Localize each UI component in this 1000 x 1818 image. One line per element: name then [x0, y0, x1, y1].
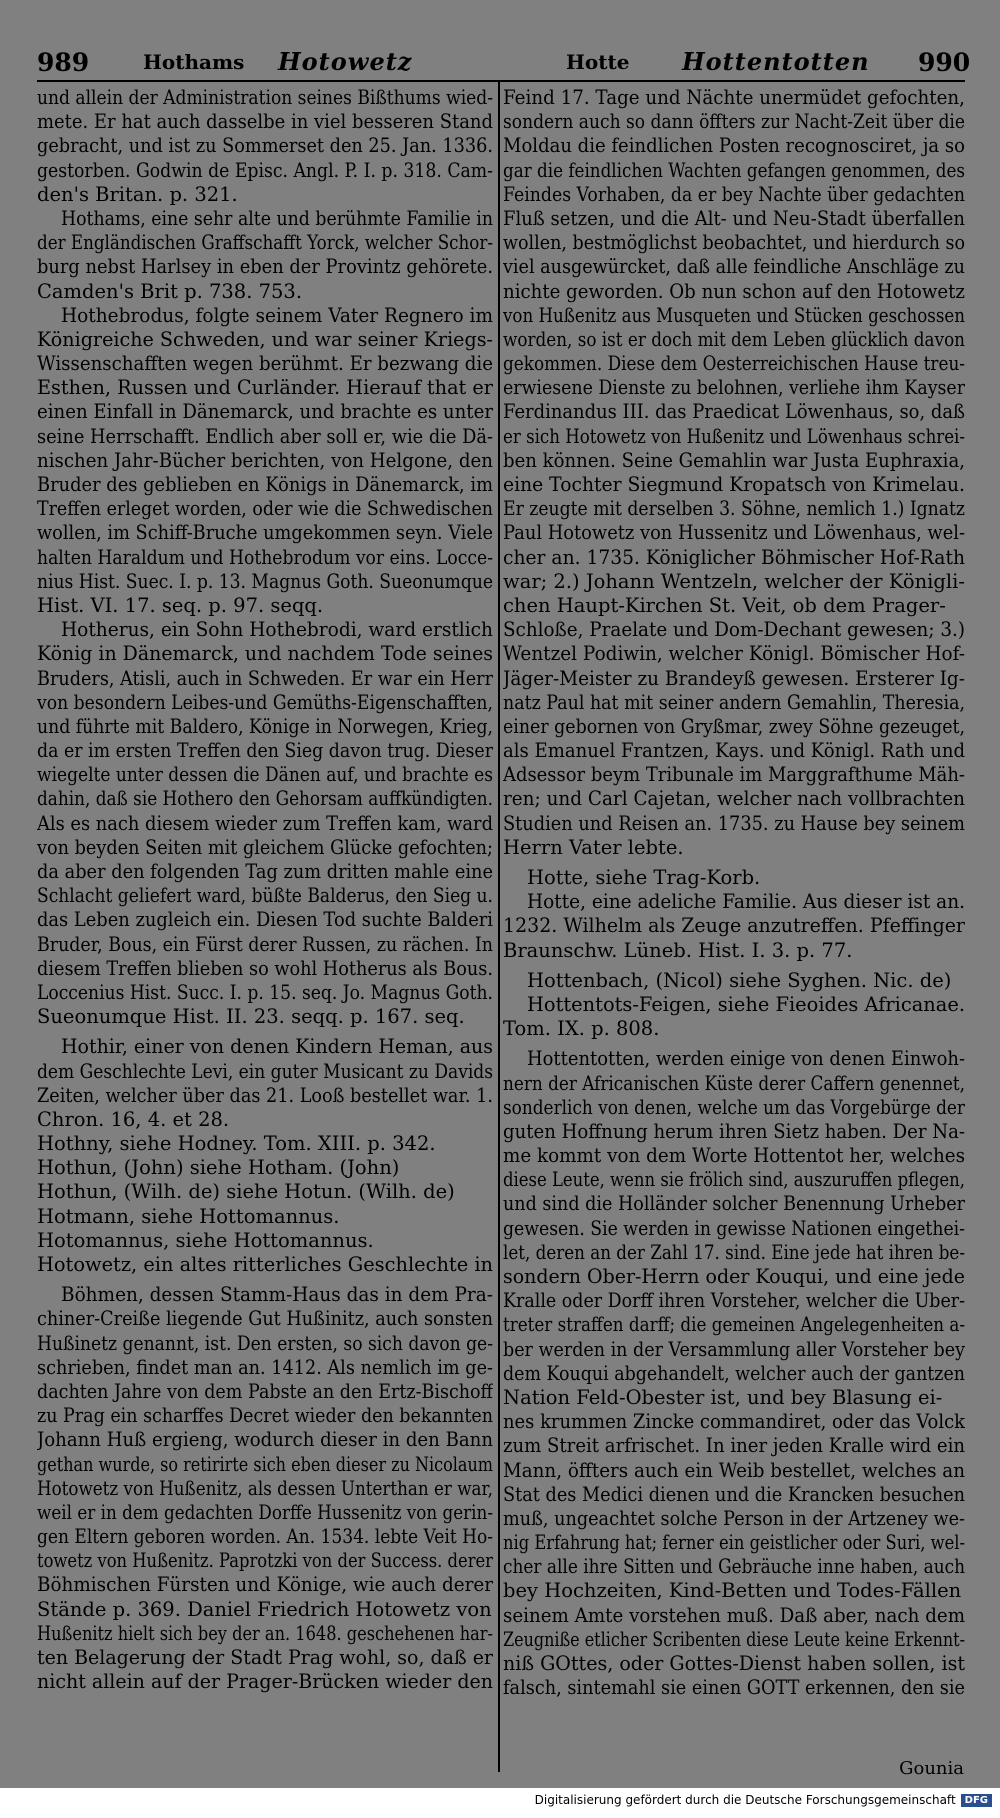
text-line: gen Eltern geboren worden. An. 1534. lebte Veit Ho- — [37, 1525, 493, 1549]
header-fraktur-left: Hotowetz — [278, 47, 413, 76]
text-line: Böhmischen Fürsten und Könige, wie auch derer — [37, 1573, 493, 1597]
text-line: treter straffen darff; die gemeinen Angelegenheiten a- — [503, 1313, 965, 1337]
text-line: Tom. IX. p. 808. — [503, 1017, 660, 1041]
text-line: Hotmann, siehe Hottomannus. — [37, 1204, 340, 1228]
text-line: nius Hist. Suec. I. p. 13. Magnus Goth. Sueonumque — [37, 569, 493, 593]
text-line: Sueonumque Hist. II. 23. seqq. p. 167. seq. — [37, 1005, 465, 1029]
text-line: Hotte, eine adeliche Familie. Aus dieser ist an. — [527, 890, 965, 914]
text-line: ber werden in der Versammlung aller Vorsteher bey — [503, 1337, 965, 1361]
text-line: gar die feindlichen Wachten gefangen genommen, des — [503, 158, 965, 182]
text-line: Hotowetz von Hußenitz, als dessen Unterthan er war, — [37, 1476, 493, 1500]
text-line: Hist. VI. 17. seq. p. 97. seqq. — [37, 593, 324, 617]
digitization-credit — [535, 1793, 992, 1807]
text-line: er sich Hotowetz von Hußenitz und Löwenhaus schrei- — [503, 424, 965, 448]
text-line: dem Kouqui abgehandelt, welcher auch der gantzen — [503, 1361, 965, 1385]
credit-text: Digitalisierung gefördert durch die Deutsche Forschungsgemeinschaft — [534, 1793, 956, 1807]
text-line: nes krummen Zincke commandiret, oder das Volck — [503, 1410, 965, 1434]
text-line: als Emanuel Frantzen, Kays. und Königl. Rath und — [503, 739, 965, 763]
text-line: Johann Huß ergieng, wodurch dieser in den Bann — [37, 1428, 493, 1452]
text-line: diesem Treffen blieben so wohl Hotherus als Bous. — [37, 956, 493, 980]
text-line: gebracht, und ist zu Sommerset den 25. Jan. 1336. — [37, 134, 493, 158]
text-line: von besondern Leibes-und Gemüths-Eigenschafften, — [37, 690, 493, 714]
text-line: König in Dänemarck, und nachdem Tode seines — [37, 642, 493, 666]
text-line: dachten Jahre von dem Pabste an den Ertz-Bischoff — [37, 1379, 493, 1403]
text-line: schrieben, findet man an. 1412. Als nemlich im ge- — [37, 1355, 493, 1379]
text-line: towetz von Hußenitz. Paprotzki von der Success. derer — [37, 1549, 493, 1573]
text-line: Schloße, Praelate und Dom-Dechant gewesen; 3.) — [503, 618, 965, 642]
text-line: me kommt von dem Worte Hottentot her, welches — [503, 1144, 965, 1168]
header-keyword-left: Hothams — [143, 50, 245, 74]
text-line: Hothun, (John) siehe Hotham. (John) — [37, 1156, 400, 1180]
text-line: Treffen erleget worden, oder wie die Schwedischen — [37, 497, 493, 521]
text-line: Wentzel Podiwin, welcher Königl. Bömischer Hof- — [503, 642, 965, 666]
column-divider — [498, 82, 500, 1772]
text-line: Adsessor beym Tribunale im Marggrafthume Mäh- — [503, 763, 965, 787]
text-line: dahin, daß sie Hothero den Gehorsam auffkündigten. — [37, 787, 493, 811]
text-line: nischen Jahr-Bücher berichten, von Helgone, den — [37, 448, 493, 472]
text-line: gekommen. Diese dem Oesterreichischen Hause treu- — [503, 352, 965, 376]
text-line: zu Prag ein scharffes Decret wieder den bekannten — [37, 1404, 493, 1428]
text-line: wollen, im Schiff-Bruche umgekommen seyn. Viele — [37, 521, 493, 545]
text-line: und führte mit Baldero, Könige in Norwegen, Krieg, — [37, 714, 493, 738]
text-line: viel ausgewürcket, daß alle feindliche Anschläge zu — [503, 255, 965, 279]
text-line: Herrn Vater lebte. — [503, 835, 684, 859]
text-line: Feindes Vorhaben, da er bey Nachte über gedachten — [503, 182, 965, 206]
text-line: Fluß setzen, und die Alt- und Neu-Stadt überfallen — [503, 206, 965, 230]
text-line: Hothir, einer von denen Kindern Heman, aus — [61, 1035, 493, 1059]
text-line: Wissenschafften wegen berühmt. Er bezwang die — [37, 352, 493, 376]
text-line: nicht allein auf der Prager-Brücken wieder den — [37, 1670, 493, 1694]
text-line: Hottentots-Feigen, siehe Fieoides Africanae. — [527, 992, 965, 1016]
text-line: dem Geschlechte Levi, ein guter Musicant zu Davids — [37, 1059, 493, 1083]
text-line: seine Herrschafft. Endlich aber soll er, wie die Dä- — [37, 424, 493, 448]
text-line: diese Leute, wenn sie frölich sind, auszuruffen pflegen, — [503, 1168, 965, 1192]
text-line: ten Belagerung der Stadt Prag wohl, so, daß er — [37, 1646, 493, 1669]
text-line: war; 2.) Johann Wentzeln, welcher der Königli- — [503, 569, 965, 593]
text-line: Paul Hotowetz von Hussenitz und Löwenhaus, wel- — [503, 521, 965, 545]
text-line: Zeugniße etlicher Scribenten diese Leute keine Erkennt- — [503, 1627, 965, 1651]
text-line: das Leben zugleich ein. Diesen Tod suchte Balderi — [37, 908, 493, 932]
text-line: Ferdinandus III. das Praedicat Löwenhaus, so, daß — [503, 400, 965, 424]
text-line: seinem Amte vorstehen muß. Daß aber, nach dem — [503, 1603, 965, 1627]
text-line: Hotomannus, siehe Hottomannus. — [37, 1228, 374, 1252]
left-column — [37, 86, 493, 1776]
text-line: und sind die Holländer solcher Benennung Urheber — [503, 1192, 965, 1216]
text-line: der Engländischen Graffschafft Yorck, welcher Schor- — [37, 231, 493, 255]
text-line: guten Hoffnung herum ihren Sietz haben. Der Na- — [503, 1119, 965, 1143]
text-line: Hothun, (Wilh. de) siehe Hotun. (Wilh. de) — [37, 1180, 455, 1204]
text-line: einen Einfall in Dänemarck, und brachte es unter — [37, 400, 493, 424]
text-line: Hottentotten, werden einige von denen Einwoh- — [527, 1047, 965, 1071]
text-line: cher alle ihre Sitten und Gebräuche inne haben, auch — [503, 1555, 965, 1579]
text-line: von Hußenitz aus Musqueten und Stücken geschossen — [503, 303, 965, 327]
text-line: gethan wurde, so retirirte sich eben dieser zu Nicolaum — [37, 1452, 493, 1476]
text-line: Hothebrodus, folgte seinem Vater Regnero im — [61, 303, 493, 327]
text-line: sonderlich von denen, welche um das Vorgebürge der — [503, 1095, 965, 1119]
text-line: einer gebornen von Gryßmar, zwey Söhne gezeuget, — [503, 714, 965, 738]
text-line: Zeiten, welcher über das 21. Looß bestellet war. 1. — [37, 1083, 493, 1107]
text-line: Camden's Brit p. 738. 753. — [37, 279, 303, 303]
text-line: Als es nach diesem wieder zum Treffen kam, ward — [37, 811, 493, 835]
text-line: 1232. Wilhelm als Zeuge anzutreffen. Pfeffinger — [503, 914, 965, 938]
text-line: chiner-Creiße liegende Gut Hußinitz, auch sonsten — [37, 1307, 493, 1331]
text-line: Hothams, eine sehr alte und berühmte Familie in — [61, 206, 493, 230]
text-line: burg nebst Harlsey in eben der Provintz gehörete. — [37, 255, 493, 279]
text-line: cher an. 1735. Königlicher Böhmischer Hof-Rath — [503, 545, 965, 569]
text-line: Hußenitz hielt sich bey der an. 1648. geschehenen har- — [37, 1621, 493, 1645]
text-line: Moldau die feindlichen Posten recognosciret, ja so — [503, 134, 965, 158]
text-line: Bruder des geblieben en Königs in Dänemarck, im — [37, 473, 493, 496]
text-line: Hottenbach, (Nicol) siehe Syghen. Nic. de) — [527, 968, 952, 992]
text-line: zum Streit arfrischet. In iner jeden Kralle wird ein — [503, 1434, 965, 1458]
text-line: Er zeugte mit derselben 3. Söhne, nemlich 1.) Ignatz — [503, 497, 965, 521]
text-line: gewesen. Sie werden in gewisse Nationen eingethei- — [503, 1216, 965, 1240]
text-line: nern der Africanischen Küste derer Caffern genennet, — [503, 1071, 965, 1095]
text-line: und allein der Administration seines Bißthums wied- — [37, 86, 493, 109]
right-column — [503, 86, 965, 1776]
text-line: mete. Er hat auch dasselbe in viel besseren Stand — [37, 110, 493, 134]
page-number-right: 990 — [918, 48, 971, 77]
text-line: Hotherus, ein Sohn Hothebrodi, ward erstlich — [61, 618, 493, 642]
text-line: Esthen, Russen und Curländer. Hierauf that er — [37, 376, 493, 400]
text-line: halten Haraldum und Hothebrodum vor eins. Locce- — [37, 545, 493, 569]
text-line: let, deren an der Zahl 17. sind. Eine jede hat ihren be- — [503, 1240, 965, 1264]
text-line: nichte geworden. Ob nun schon auf den Hotowetz — [503, 279, 965, 303]
text-line: Loccenius Hist. Succ. I. p. 15. seq. Jo. Magnus Goth. — [37, 980, 493, 1004]
text-line: Chron. 16, 4. et 28. — [37, 1107, 230, 1131]
text-line: Kralle oder Dorff ihren Vorsteher, welcher die Uber- — [503, 1289, 965, 1313]
text-line: von beyden Seiten mit gleichem Glücke gefochten; — [37, 835, 493, 859]
text-line: bey Hochzeiten, Kind-Betten und Todes-Fällen — [503, 1579, 962, 1603]
text-line: Bruder, Bous, ein Fürst derer Russen, zu rächen. In — [37, 932, 493, 956]
text-line: chen Haupt-Kirchen St. Veit, ob dem Prager- — [503, 593, 946, 617]
text-line: niß GOttes, oder Gottes-Dienst haben sollen, ist — [503, 1652, 965, 1675]
header-keyword-right: Hotte — [566, 50, 630, 74]
text-line: Studien und Reisen an. 1735. zu Hause bey seinem — [503, 811, 965, 835]
text-line: erwiesene Dienste zu belohnen, verliehe ihm Kayser — [503, 376, 965, 400]
text-line: Nation Feld-Obester ist, und bey Blasung ei- — [503, 1385, 943, 1409]
text-line: da er im ersten Treffen den Sieg davon trug. Dieser — [37, 739, 493, 763]
text-line: Mann, öffters auch ein Weib bestellet, welches an — [503, 1458, 965, 1482]
text-line: Böhmen, dessen Stamm-Haus das in dem Pra- — [61, 1283, 493, 1307]
text-line: Schlacht geliefert ward, büßte Balderus, den Sieg u. — [37, 884, 493, 908]
text-line: Jäger-Meister zu Brandeyß gewesen. Ersterer Ig- — [503, 666, 965, 690]
text-line: da aber den folgenden Tag zum dritten mahle eine — [37, 860, 493, 883]
text-line: Feind 17. Tage und Nächte unermüdet gefochten, — [503, 86, 965, 109]
text-line: wollen, bestmöglichst beobachtet, und hierdurch so — [503, 231, 965, 255]
text-line: Hothny, siehe Hodney. Tom. XIII. p. 342. — [37, 1132, 436, 1156]
text-line: worden, so ist er doch mit dem Leben glücklich davon — [503, 327, 965, 351]
text-line: wiegelte unter dessen die Dänen auf, und brachte es — [37, 763, 493, 787]
text-line: Braunschw. Lüneb. Hist. I. 3. p. 77. — [503, 938, 853, 962]
text-line: Hußinetz genannt, ist. Den ersten, so sich davon ge- — [37, 1331, 493, 1355]
page-number-left: 989 — [37, 48, 90, 77]
text-line: weil er in dem gedachten Dorffe Hussenitz von gerin- — [37, 1500, 493, 1524]
text-line: nig Erfahrung hat; ferner ein geistlicher oder Suri, wel- — [503, 1531, 965, 1555]
text-line: falsch, sintemahl sie einen GOTT erkennen, den sie — [503, 1676, 965, 1700]
text-line: Stat des Medici dienen und die Krancken besuchen — [503, 1482, 965, 1506]
header-fraktur-right: Hottentotten — [682, 47, 870, 76]
text-line: natz Paul hat mit seiner andern Gemahlin, Theresia, — [503, 690, 965, 714]
text-line: gestorben. Godwin de Episc. Angl. P. I. p. 318. Cam- — [37, 158, 493, 182]
header-rule — [37, 80, 965, 82]
text-line: Hotte, siehe Trag-Korb. — [527, 866, 761, 889]
text-line: Königreiche Schweden, und war seiner Kriegs- — [37, 327, 493, 351]
text-line: muß, ungeachtet solche Person in der Artzeney we- — [503, 1506, 965, 1530]
text-line: ren; und Carl Cajetan, welcher nach vollbrachten — [503, 787, 965, 811]
catchword: Gounia — [899, 1758, 964, 1779]
text-line: Bruders, Atisli, auch in Schweden. Er war ein Herr — [37, 666, 493, 690]
text-line: den's Britan. p. 321. — [37, 182, 238, 206]
text-line: sondern auch so dann öffters zur Nacht-Zeit über die — [503, 110, 965, 134]
text-line: Hotowetz, ein altes ritterliches Geschlechte in — [37, 1253, 493, 1276]
text-line: Stände p. 369. Daniel Friedrich Hotowetz von — [37, 1597, 492, 1621]
text-line: eine Tochter Siegmund Kropatsch von Krimelau. — [503, 473, 965, 496]
text-line: sondern Ober-Herrn oder Kouqui, und eine jede — [503, 1265, 965, 1288]
dfg-logo: DFG — [961, 1794, 992, 1807]
text-line: ben können. Seine Gemahlin war Justa Euphraxia, — [503, 448, 965, 472]
